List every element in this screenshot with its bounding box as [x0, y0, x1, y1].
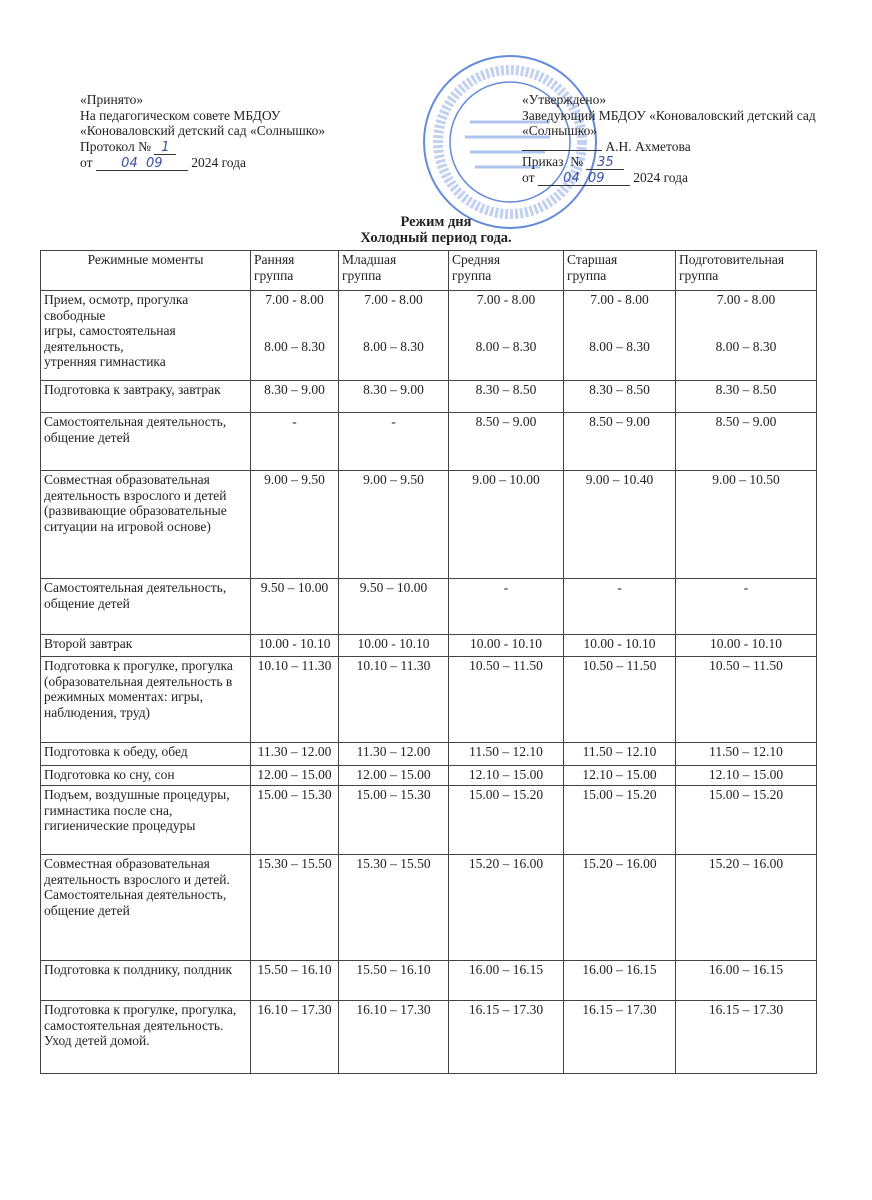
time-cell: 10.00 - 10.10	[564, 635, 676, 657]
time-cell: 8.50 – 9.00	[564, 413, 676, 471]
time-cell: 12.00 – 15.00	[339, 766, 449, 786]
time-cell: 16.00 – 16.15	[449, 961, 564, 1001]
activity-cell: Подготовка ко сну, сон	[41, 766, 251, 786]
accepted-line-1: На педагогическом совете МБДОУ	[80, 107, 281, 123]
activity-cell: Подготовка к прогулке, прогулка (образовательная деятельность в режимных моментах: игры, наблюдения, труд)	[41, 657, 251, 743]
time-cell: 16.15 – 17.30	[676, 1001, 817, 1074]
time-cell: 9.00 – 10.40	[564, 471, 676, 579]
column-header: Младшая группа	[339, 251, 449, 291]
time-cell: 16.10 – 17.30	[339, 1001, 449, 1074]
column-header: Ранняя группа	[251, 251, 339, 291]
time-cell: 12.10 – 15.00	[564, 766, 676, 786]
order-label: Приказ №	[522, 154, 584, 169]
time-cell: -	[676, 579, 817, 635]
table-row	[41, 1001, 817, 1074]
activity-cell: Второй завтрак	[41, 635, 251, 657]
accepted-label: «Принято»	[80, 92, 144, 107]
approved-label: «Утверждено»	[522, 92, 607, 107]
time-cell: 7.00 - 8.00 8.00 – 8.30	[449, 291, 564, 381]
approved-date-prefix: от	[522, 170, 535, 185]
time-cell: 7.00 - 8.00 8.00 – 8.30	[251, 291, 339, 381]
time-cell: 16.15 – 17.30	[449, 1001, 564, 1074]
time-cell: 10.00 - 10.10	[251, 635, 339, 657]
table-row	[41, 743, 817, 766]
activity-cell: Подготовка к завтраку, завтрак	[41, 381, 251, 413]
time-cell: 10.10 – 11.30	[339, 657, 449, 743]
activity-cell: Подготовка к обеду, обед	[41, 743, 251, 766]
time-cell: -	[339, 413, 449, 471]
protocol-label: Протокол №	[80, 138, 151, 154]
time-cell: 8.50 – 9.00	[676, 413, 817, 471]
time-cell: 12.10 – 15.00	[676, 766, 817, 786]
time-cell: 9.00 – 9.50	[339, 471, 449, 579]
time-cell: 9.00 – 10.00	[449, 471, 564, 579]
time-cell: 8.50 – 9.00	[449, 413, 564, 471]
accepted-date-handwritten: 04 09	[96, 157, 188, 171]
time-cell: 9.50 – 10.00	[339, 579, 449, 635]
table-header-row	[41, 251, 817, 291]
time-cell: 16.15 – 17.30	[564, 1001, 676, 1074]
table-row	[41, 635, 817, 657]
time-cell: 10.00 - 10.10	[339, 635, 449, 657]
time-cell: 12.10 – 15.00	[449, 766, 564, 786]
time-cell: 15.20 – 16.00	[676, 855, 817, 961]
table-row	[41, 855, 817, 961]
time-cell: 15.00 – 15.20	[676, 786, 817, 855]
time-cell: 15.20 – 16.00	[449, 855, 564, 961]
time-cell: 8.30 – 8.50	[564, 381, 676, 413]
approved-line-1: Заведующий МБДОУ «Коноваловский детский сад	[522, 107, 816, 123]
time-cell: -	[449, 579, 564, 635]
time-cell: 15.30 – 15.50	[251, 855, 339, 961]
activity-cell: Совместная образовательная деятельность взрослого и детей (развивающие образовательные ситуации на игровой основе)	[41, 471, 251, 579]
activity-cell: Подготовка к прогулке, прогулка, самостоятельная деятельность. Уход детей домой.	[41, 1001, 251, 1074]
order-number: 35	[586, 156, 624, 170]
time-cell: 16.00 – 16.15	[564, 961, 676, 1001]
approved-date-suffix: 2024 года	[633, 170, 689, 185]
column-header: Старшая группа	[564, 251, 676, 291]
schedule-table	[40, 250, 817, 1074]
time-cell: 10.50 – 11.50	[449, 657, 564, 743]
table-row	[41, 291, 817, 381]
time-cell: 11.30 – 12.00	[251, 743, 339, 766]
approved-block	[522, 92, 816, 186]
time-cell: 10.00 - 10.10	[676, 635, 817, 657]
time-cell: 11.30 – 12.00	[339, 743, 449, 766]
time-cell: 7.00 - 8.00 8.00 – 8.30	[564, 291, 676, 381]
activity-cell: Самостоятельная деятельность, общение детей	[41, 579, 251, 635]
accepted-line-2: «Коноваловский детский сад «Солнышко»	[80, 123, 326, 138]
table-row	[41, 579, 817, 635]
table-row	[41, 961, 817, 1001]
activity-cell: Прием, осмотр, прогулка свободные игры, самостоятельная деятельность, утренняя гимнастика	[41, 291, 251, 381]
time-cell: 15.00 – 15.30	[251, 786, 339, 855]
time-cell: 15.20 – 16.00	[564, 855, 676, 961]
time-cell: 8.30 – 9.00	[339, 381, 449, 413]
time-cell: 9.00 – 9.50	[251, 471, 339, 579]
table-row	[41, 413, 817, 471]
time-cell: 9.00 – 10.50	[676, 471, 817, 579]
column-header: Средняя группа	[449, 251, 564, 291]
time-cell: 15.50 – 16.10	[339, 961, 449, 1001]
approved-line-2: «Солнышко»	[522, 123, 598, 138]
table-row	[41, 786, 817, 855]
time-cell: 15.00 – 15.20	[564, 786, 676, 855]
time-cell: -	[251, 413, 339, 471]
table-row	[41, 381, 817, 413]
accepted-date-prefix: от	[80, 154, 93, 170]
time-cell: 11.50 – 12.10	[564, 743, 676, 766]
time-cell: 16.00 – 16.15	[676, 961, 817, 1001]
table-row	[41, 471, 817, 579]
document-title	[0, 214, 872, 246]
time-cell: 7.00 - 8.00 8.00 – 8.30	[676, 291, 817, 381]
time-cell: -	[564, 579, 676, 635]
activity-cell: Подготовка к полднику, полдник	[41, 961, 251, 1001]
column-header: Режимные моменты	[41, 251, 251, 291]
time-cell: 10.10 – 11.30	[251, 657, 339, 743]
table-row	[41, 657, 817, 743]
time-cell: 10.50 – 11.50	[564, 657, 676, 743]
time-cell: 16.10 – 17.30	[251, 1001, 339, 1074]
approved-date-handwritten: 04 09	[538, 172, 630, 186]
time-cell: 15.50 – 16.10	[251, 961, 339, 1001]
time-cell: 15.00 – 15.20	[449, 786, 564, 855]
table-row	[41, 766, 817, 786]
accepted-date-suffix: 2024 года	[191, 154, 247, 170]
accepted-block	[80, 92, 325, 171]
time-cell: 10.50 – 11.50	[676, 657, 817, 743]
title-line-1: Режим дня	[400, 214, 472, 230]
column-header: Подготовительная группа	[676, 251, 817, 291]
time-cell: 11.50 – 12.10	[676, 743, 817, 766]
time-cell: 9.50 – 10.00	[251, 579, 339, 635]
signatory-name: А.Н. Ахметова	[605, 138, 691, 154]
time-cell: 15.30 – 15.50	[339, 855, 449, 961]
activity-cell: Самостоятельная деятельность, общение детей	[41, 413, 251, 471]
time-cell: 11.50 – 12.10	[449, 743, 564, 766]
signature	[522, 150, 602, 151]
activity-cell: Совместная образовательная деятельность взрослого и детей. Самостоятельная деятельность, общение детей	[41, 855, 251, 961]
time-cell: 8.30 – 8.50	[449, 381, 564, 413]
time-cell: 8.30 – 9.00	[251, 381, 339, 413]
protocol-number: 1	[154, 141, 176, 155]
time-cell: 7.00 - 8.00 8.00 – 8.30	[339, 291, 449, 381]
time-cell: 8.30 – 8.50	[676, 381, 817, 413]
activity-cell: Подъем, воздушные процедуры, гимнастика после сна, гигиенические процедуры	[41, 786, 251, 855]
time-cell: 12.00 – 15.00	[251, 766, 339, 786]
time-cell: 15.00 – 15.30	[339, 786, 449, 855]
time-cell: 10.00 - 10.10	[449, 635, 564, 657]
title-line-2: Холодный период года.	[360, 230, 512, 246]
